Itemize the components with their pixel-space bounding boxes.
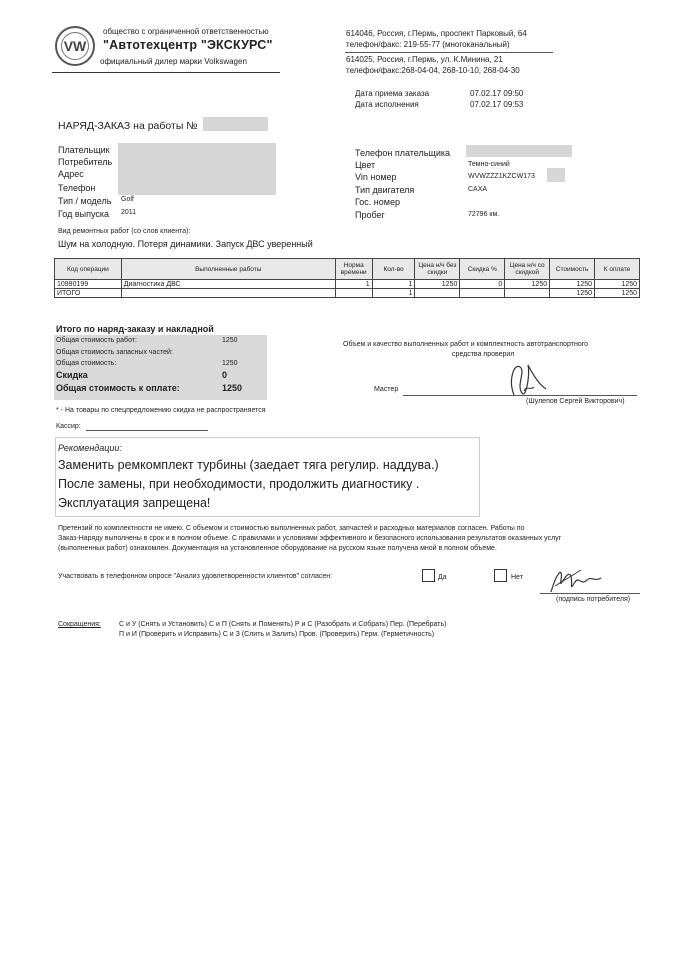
- total-norm: [335, 289, 372, 298]
- customer-signature-caption: (подпись потребителя): [556, 596, 631, 603]
- cell-price-discounted: 1250: [505, 280, 550, 289]
- company-line3: официальный дилер марки Volkswagen: [100, 57, 247, 66]
- col-header-norm: Норма времени: [335, 259, 372, 280]
- address-label: Адрес: [58, 169, 84, 179]
- address1-line2: телефон/факс: 219-55-77 (многоканальный): [346, 40, 510, 49]
- phone-label: Телефон: [58, 183, 96, 193]
- address-divider: [345, 52, 553, 53]
- cell-code: 10990199: [55, 280, 122, 289]
- summary-parts-label: Общая стоимость запасных частей:: [56, 349, 173, 356]
- recommendations-title: Рекомендации:: [58, 443, 122, 453]
- summary-total-value: 1250: [222, 360, 238, 367]
- payer-phone-label: Телефон плательщика: [355, 148, 451, 158]
- survey-yes-checkbox[interactable]: [422, 569, 435, 582]
- col-header-work: Выполненные работы: [121, 259, 335, 280]
- recommendation-line-1: Заменить ремкомплект турбины (заедает тяга регулир. наддува.): [58, 458, 439, 472]
- total-cost: 1250: [550, 289, 595, 298]
- survey-yes-label: Да: [438, 574, 447, 581]
- verify-text-2: средства проверил: [452, 351, 515, 358]
- consumer-label: Потребитель: [58, 157, 113, 167]
- total-qty: 1: [372, 289, 415, 298]
- vin-label: Vin номер: [355, 172, 397, 182]
- table-total-row: [55, 289, 640, 298]
- engine-label: Тип двигателя: [355, 185, 415, 195]
- address1-line1: 614046, Россия, г.Пермь, проспект Парковый, 64: [346, 29, 527, 38]
- survey-no-label: Нет: [511, 574, 523, 581]
- payer-phone-redacted: [466, 145, 572, 157]
- cell-discount: 0: [460, 280, 505, 289]
- cell-price: 1250: [415, 280, 460, 289]
- abbr-label: Сокращения:: [58, 621, 101, 628]
- summary-discount-label: Скидка: [56, 370, 88, 380]
- col-header-price-discounted: Цена н/ч со скидкой: [505, 259, 550, 280]
- mileage-label: Пробег: [355, 210, 385, 220]
- claims-line-3: (выполненных работ) ознакомлен. Документация на установленное оборудование на русском языке получена мной в полном объеме.: [58, 545, 497, 552]
- payer-label: Плательщик: [58, 145, 110, 155]
- year-label: Год выпуска: [58, 209, 109, 219]
- works-table: [54, 258, 640, 298]
- claims-line-1: Претензий по комплектности не имею. С объемом и стоимостью выполненных работ, запчастей и расходных материалов согласен. Работы по: [58, 525, 525, 532]
- cashier-signature-line: [86, 430, 208, 431]
- table-row: [55, 280, 640, 289]
- col-header-price: Цена н/ч без скидки: [415, 259, 460, 280]
- summary-works-label: Общая стоимость работ:: [56, 337, 137, 344]
- summary-discount-value: 0: [222, 370, 228, 380]
- col-header-qty: Кол-во: [372, 259, 415, 280]
- summary-pay-label: Общая стоимость к оплате:: [56, 383, 180, 393]
- vin-tail-redacted: [547, 168, 565, 182]
- claims-line-2: Заказ-Наряду выполнены в срок и в полном объеме. С правилами и условиями эффективного и безопасного использования результатов оказанных услуг: [58, 535, 562, 542]
- summary-pay-value: 1250: [222, 383, 243, 393]
- customer-info-redacted: [118, 143, 276, 195]
- total-work: [121, 289, 335, 298]
- company-name: "Автотехцентр "ЭКСКУРС": [103, 38, 273, 52]
- plate-label: Гос. номер: [355, 197, 400, 207]
- color-label: Цвет: [355, 160, 376, 170]
- table-header-row: [55, 259, 640, 280]
- cell-cost: 1250: [550, 280, 595, 289]
- header-underline: [52, 72, 280, 73]
- done-date-label: Дата исполнения: [355, 100, 419, 109]
- type-model-value: Golf: [121, 196, 134, 203]
- order-title: НАРЯД-ЗАКАЗ на работы №: [58, 120, 198, 132]
- survey-text: Участвовать в телефонном опросе "Анализ удовлетворенности клиентов" согласен:: [58, 573, 333, 580]
- order-number-redacted: [203, 117, 268, 131]
- recommendation-line-3: Эксплуатация запрещена!: [58, 496, 211, 510]
- cell-to-pay: 1250: [595, 280, 640, 289]
- col-header-cost: Стоимость: [550, 259, 595, 280]
- recommendation-line-2: После замены, при необходимости, продолжить диагностику .: [58, 477, 420, 491]
- cell-work: Диагностика ДВС: [121, 280, 335, 289]
- summary-total-label: Общая стоимость:: [56, 360, 117, 367]
- total-price: [415, 289, 460, 298]
- received-date-label: Дата приема заказа: [355, 89, 430, 98]
- done-date-value: 07.02.17 09:53: [470, 100, 524, 109]
- abbr-line-2: П и И (Проверить и Исправить) С и З (Слить и Залить) Пров. (Проверить) Герм. (Герметичность): [119, 631, 435, 638]
- verify-text-1: Объем и качество выполненных работ и комплектность автотранспортного: [343, 341, 589, 348]
- cashier-label: Кассир:: [56, 423, 81, 430]
- received-date-value: 07.02.17 09:50: [470, 89, 524, 98]
- cell-qty: 1: [372, 280, 415, 289]
- company-line1: общество с ограниченной ответственностью: [103, 27, 269, 36]
- mileage-value: 72796 км.: [468, 211, 500, 218]
- vin-value: WVWZZZ1KZCW173: [468, 173, 535, 180]
- discount-note: * - На товары по спецпредложению скидка не распространяется: [56, 407, 266, 414]
- type-model-label: Тип / модель: [58, 196, 112, 206]
- total-to-pay: 1250: [595, 289, 640, 298]
- repair-kind-value: Шум на холодную. Потеря динамики. Запуск ДВС уверенный: [58, 239, 313, 249]
- cell-norm: 1: [335, 280, 372, 289]
- engine-value: CAXA: [468, 186, 488, 193]
- total-label: ИТОГО: [55, 289, 122, 298]
- address2-line1: 614025, Россия, г.Пермь, ул. К.Минина, 21: [346, 55, 503, 64]
- total-discount: [460, 289, 505, 298]
- abbr-line-1: С и У (Снять и Установить) С и П (Снять и Поменять) Р и С (Разобрать и Собрать) Пер. (Перебрать): [119, 621, 447, 628]
- address2-line2: телефон/факс:268-04-04, 268-10-10, 268-04-30: [346, 66, 520, 75]
- repair-kind-label: Вид ремонтных работ (со слов клиента):: [58, 228, 191, 235]
- total-price-discounted: [505, 289, 550, 298]
- col-header-code: Код операции: [55, 259, 122, 280]
- year-value: 2011: [121, 209, 137, 216]
- color-value: Темно-синий: [468, 161, 510, 168]
- summary-works-value: 1250: [222, 337, 238, 344]
- master-signature: [500, 355, 550, 400]
- master-label: Мастер: [374, 386, 399, 393]
- summary-title: Итого по наряд-заказу и накладной: [56, 324, 214, 334]
- col-header-to-pay: К оплате: [595, 259, 640, 280]
- vw-logo: VW: [55, 26, 95, 66]
- survey-no-checkbox[interactable]: [494, 569, 507, 582]
- col-header-discount: Скидка %: [460, 259, 505, 280]
- master-name: (Шулепов Сергей Викторович): [526, 398, 625, 405]
